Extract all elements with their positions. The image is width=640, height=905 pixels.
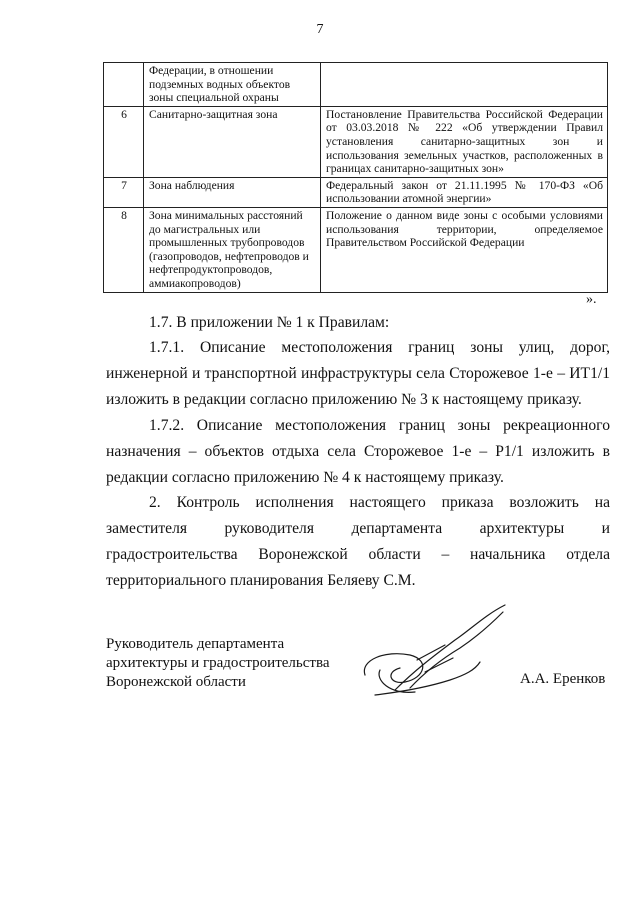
paragraph-2: 2. Контроль исполнения настоящего приказа возложить на заместителя руководителя департамента архитектуры и градостроительства Воронежской области – начальника отдела территориального планирования Беляеву С.М.: [106, 494, 610, 589]
row-number: 8: [104, 207, 144, 292]
page-number: 7: [316, 22, 324, 37]
zones-table: [103, 62, 608, 293]
signer-name: А.А. Еренков: [520, 671, 606, 687]
paragraph-1-7: 1.7. В приложении № 1 к Правилам:: [149, 314, 390, 331]
row-number: 7: [104, 177, 144, 207]
zone-document: Положение о данном виде зоны с особыми условиями использования территории, определяемое Правительством Российской Федерации: [321, 207, 608, 292]
signer-title-line: архитектуры и градостроительства: [106, 655, 330, 671]
zone-document: Федеральный закон от 21.11.1995 № 170-ФЗ «Об использовании атомной энергии»: [321, 177, 608, 207]
signer-title-line: Руководитель департамента: [106, 636, 285, 652]
zone-name: Федерации, в отношении подземных водных объектов зоны специальной охраны: [144, 63, 321, 107]
table-row: [104, 63, 608, 107]
handwritten-signature: [355, 600, 515, 710]
paragraph-1-7-1: 1.7.1. Описание местоположения границ зоны улиц, дорог, инженерной и транспортной инфраструктуры села Сторожевое 1-е – ИТ1/1 изложить в редакции согласно приложению № 3 к настоящему приказу.: [106, 339, 610, 408]
quote-close-mark: ».: [586, 292, 597, 307]
paragraph-1-7-2: 1.7.2. Описание местоположения границ зоны рекреационного назначения – объектов отдыха села Сторожевое 1-е – Р1/1 изложить в редакции согласно приложению № 4 к настоящему приказу.: [106, 417, 610, 486]
table-row: [104, 177, 608, 207]
signer-title-line: Воронежской области: [106, 674, 246, 690]
zone-name: Зона минимальных расстояний до магистральных или промышленных трубопроводов (газопроводов, нефтепроводов и нефтепродуктопроводов, аммиакопроводов): [144, 207, 321, 292]
signature-title-block: [106, 635, 329, 692]
table-row: [104, 106, 608, 177]
row-number: [104, 63, 144, 107]
table-row: [104, 207, 608, 292]
zone-document: Постановление Правительства Российской Федерации от 03.03.2018 № 222 «Об утверждении Правил установления санитарно-защитных зон и использования земельных участков, расположенных в границах санитарно-защитных зон»: [321, 106, 608, 177]
row-number: 6: [104, 106, 144, 177]
zone-name: Зона наблюдения: [144, 177, 321, 207]
zone-name: Санитарно-защитная зона: [144, 106, 321, 177]
zone-document: [321, 63, 608, 107]
